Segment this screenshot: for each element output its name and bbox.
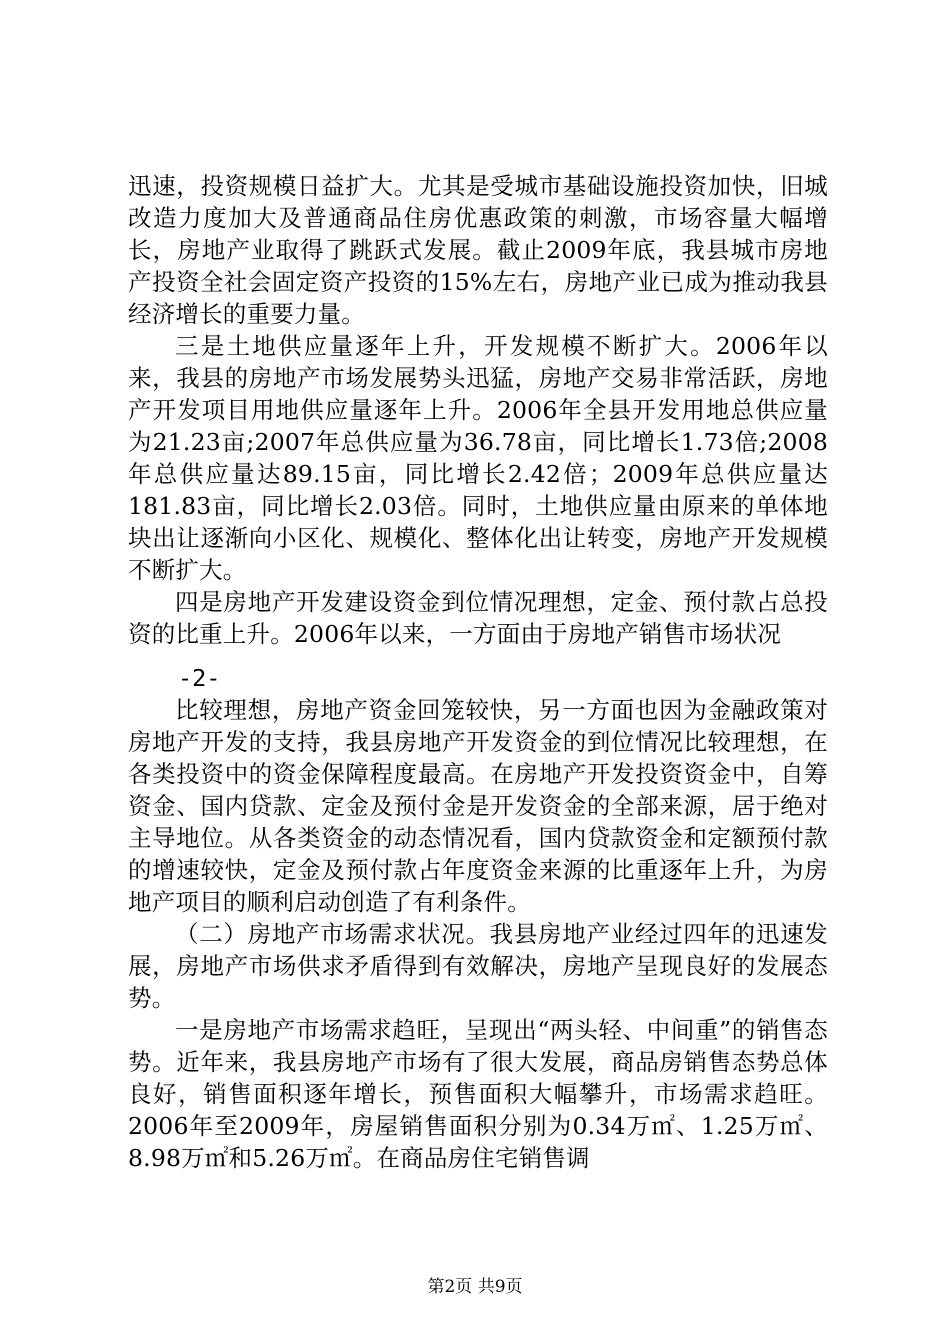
- paragraph-market-demand-heading: （二）房地产市场需求状况。我县房地产业经过四年的迅速发展，房地产市场供求矛盾得到有效解决，房地产呈现良好的发展态势。: [128, 920, 828, 1012]
- paragraph-sales-trend: 一是房地产市场需求趋旺，呈现出“两头轻、中间重”的销售态势。近年来，我县房地产市场有了很大发展，商品房销售态势总体良好，销售面积逐年增长，预售面积大幅攀升，市场需求趋旺。2006年至2009年，房屋销售面积分别为0.34万㎡、1.25万㎡、8.98万㎡和5.26万㎡。在商品房住宅销售调: [128, 1016, 828, 1172]
- text-section-lower: [128, 694, 828, 1174]
- paragraph-land-supply: 三是土地供应量逐年上升，开发规模不断扩大。2006年以来，我县的房地产市场发展势头迅猛，房地产交易非常活跃，房地产开发项目用地供应量逐年上升。2006年全县开发用地总供应量为21.23亩;2007年总供应量为36.78亩，同比增长1.73倍;2008年总供应量达89.15亩，同比增长2.42倍；2009年总供应量达181.83亩，同比增长2.03倍。同时，土地供应量由原来的单体地块出让逐渐向小区化、规模化、整体化出让转变，房地产开发规模不断扩大。: [128, 332, 828, 584]
- paragraph-investment-growth: 迅速，投资规模日益扩大。尤其是受城市基础设施投资加快，旧城改造力度加大及普通商品住房优惠政策的刺激，市场容量大幅增长，房地产业取得了跳跃式发展。截止2009年底，我县城市房地产投资全社会固定资产投资的15%左右，房地产业已成为推动我县经济增长的重要力量。: [128, 172, 828, 328]
- page-marker: -2-: [178, 664, 221, 692]
- page-footer: 第2页 共9页: [427, 1277, 523, 1297]
- text-section-upper: [128, 170, 828, 650]
- paragraph-funding-continued: 比较理想，房地产资金回笼较快，另一方面也因为金融政策对房地产开发的支持，我县房地产开发资金的到位情况比较理想，在各类投资中的资金保障程度最高。在房地产开发投资资金中，自筹资金、国内贷款、定金及预付金是开发资金的全部来源，居于绝对主导地位。从各类资金的动态情况看，国内贷款资金和定额预付款的增速较快，定金及预付款占年度资金来源的比重逐年上升，为房地产项目的顺利启动创造了有利条件。: [128, 696, 828, 916]
- paragraph-capital-funding: 四是房地产开发建设资金到位情况理想，定金、预付款占总投资的比重上升。2006年以来，一方面由于房地产销售市场状况: [128, 588, 828, 648]
